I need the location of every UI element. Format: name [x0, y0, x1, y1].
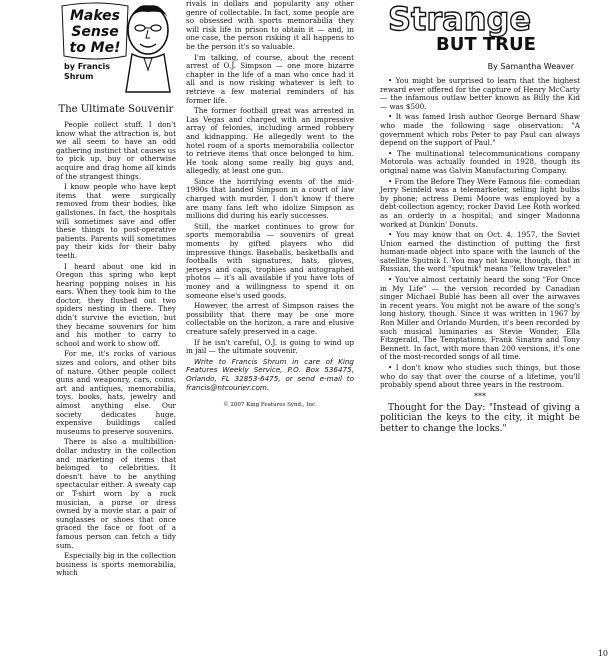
fact-item: • From the Before They Were Famous file: comedian Jerry Seinfeld was a telemarketer, selling light bulbs by phone; actress Demi Moore was employed by a debt-collection agency; rocker David Lee Roth worked as an orderly in a hospital; and singer Madonna worked at Dunkin' Donuts. — [380, 176, 580, 229]
author-caricature — [118, 0, 176, 94]
byline-by: by Francis — [64, 62, 110, 71]
fact-item: • You've almost certainly heard the song "For Once in My Life" — the version recorded by Canadian singer Michael Bublé has been all over the airwaves in recent years. You might not be aware of the song's long history, though. Since it was written in 1967 by Ron Miller and Orlando Murden, it's been recorded by such musical luminaries as Stevie Wonder, Ella Fitzgerald, The Temptations, Frank Sinatra and Tony Bennett. In fact, with more than 200 versions, it's one of the most-recorded songs of all time. — [380, 275, 580, 362]
col2-paragraph: Still, the market continues to grow for sports memorabilia — souvenirs of great moments by gifted players who did impressive things. Baseballs, basketballs and footballs with signatures, hats, gloves, jerseys and caps, trophies and autographed photos — it's all available if you have lots of money and a willingness to spend it on someone else's used goods. — [186, 221, 354, 300]
strange-but-true-masthead — [380, 0, 580, 64]
byline-name: Shrum — [64, 72, 94, 81]
sbt-logo — [380, 0, 580, 52]
caricature-icon — [118, 0, 176, 94]
col2-paragraph: The former football great was arrested in Las Vegas and charged with an impressive array of felonies, including armed robbery and kidnapping. He allegedly went to the hotel room of a sports memorabilia collector to retrieve items that once belonged to him. He took along some really big guys and, allegedly, at least one gun. — [186, 106, 354, 176]
page-number: 10 — [597, 649, 608, 658]
fact-item: • I don't know who studies such things, but those who do say that over the course of a lifetime, you'll probably spend about three years in the restroom. — [380, 363, 580, 390]
contact-info: Write to Francis Shrum in care of King Features Weekly Service, P.O. Box 536475, Orlando, FL 32853-6475, or send e-mail to francis@ntcourier.com. — [186, 356, 354, 392]
col1-paragraph: Especially big in the collection business is sports memorabilia, which — [56, 551, 176, 578]
thought-for-the-day: Thought for the Day: "Instead of giving a politician the keys to the city, it might be better to change the locks." — [380, 402, 580, 434]
sbt-title-bottom: BUT TRUE — [436, 34, 536, 52]
logo-line-2: Sense — [71, 24, 119, 40]
sbt-byline: By Samantha Weaver — [487, 62, 574, 71]
col1-paragraph: There is also a multibillion-dollar industry in the collection and marketing of items that belonged to celebrities. It doesn't have to be anything spectacular either. A sweaty cap or T-shirt worn by a rock musician, a purse or dress owned by a movie star, a pair of sunglasses or shoes that once graced the face or foot of a famous person can fetch a tidy sum. — [56, 437, 176, 550]
fact-item: • You might be surprised to learn that the highest reward ever offered for the capture of Henry McCarty — the infamous outlaw better known as Billy the Kid — was $500. — [380, 76, 580, 111]
logo-line-3: to Me! — [69, 40, 121, 56]
column-1 — [56, 0, 176, 580]
fact-item: • It was famed Irish author George Bernard Shaw who made the following sage observation: "A government which robs Peter to pay Paul can always depend on the support of Paul." — [380, 112, 580, 148]
col1-paragraph: I heard about one kid in Oregon this spring who kept hearing popping noises in his ears. When they took him to the doctor, they flushed out two spiders nesting in there. They didn't survive the eviction, but they became souvenirs for him and his mother to carry to school and work to show off. — [56, 261, 176, 348]
section-divider: *** — [474, 391, 486, 401]
col2-paragraph: I'm talking, of course, about the recent arrest of O.J. Simpson — one more bizarre chapter in the life of a man who once had it all and is now risking whatever is left to retrieve a few material reminders of his former life. — [186, 52, 354, 105]
column-masthead — [56, 0, 176, 100]
col2-paragraph: rivals in dollars and popularity any other genre of collectable. In fact, some people are so obsessed with sports memorabilia they will risk life in prison to obtain it — and, in one case, the person risking it all happens to be the person it's so valuable. — [186, 0, 354, 51]
col1-paragraph: For me, it's rocks of various sizes and colors, and other bits of nature. Other people collect guns and weaponry, cars, coins, art and antiques, memorabilia, toys, books, hats, jewelry and almost anything else. Our society dedicates huge, expensive buildings called museums to preserve souvenirs. — [56, 349, 176, 436]
column-3 — [380, 0, 580, 434]
column-byline — [64, 62, 110, 82]
col1-paragraph: People collect stuff. I don't know what the attraction is, but we all seem to have an odd gathering instinct that causes us to pick up, buy or otherwise acquire and drag home all kinds of the strangest things. — [56, 120, 176, 181]
copyright-notice: © 2007 King Features Synd., Inc. — [223, 402, 317, 409]
column-2 — [186, 0, 354, 408]
col2-paragraph: If he isn't careful, O.J. is going to wind up in jail — the ultimate souvenir. — [186, 337, 354, 356]
logo-line-1: Makes — [69, 8, 121, 24]
sbt-title-top: Strange — [388, 0, 532, 38]
col2-paragraph: However, the arrest of Simpson raises the possibility that there may be one more collectable on the horizon, a rare and elusive creature safely preserved in a cage. — [186, 301, 354, 336]
fact-item: • The multinational telecommunications company Motorola was actually founded in 1928, though its original name was Galvin Manufacturing Company. — [380, 148, 580, 175]
col2-paragraph: Since the horrifying events of the mid-1990s that landed Simpson in a court of law charged with murder, I don't know if there are many fans left who idolize Simpson as millions did during his early successes. — [186, 176, 354, 221]
col1-paragraph: I know people who have kept items that were surgically removed from their bodies, like gallstones. In fact, the hospitals will sometimes save and offer these things to post-operative patients. Parents will sometimes pay their kids for their baby teeth. — [56, 182, 176, 260]
fact-item: • You may know that on Oct. 4, 1957, the Soviet Union earned the distinction of putting the first human-made object into space with the launch of the satellite Sputnik I. You may not know, though, that in Russian, the word "sputnik" means "fellow traveler." — [380, 230, 580, 274]
article-headline: The Ultimate Souvenir — [58, 104, 174, 115]
